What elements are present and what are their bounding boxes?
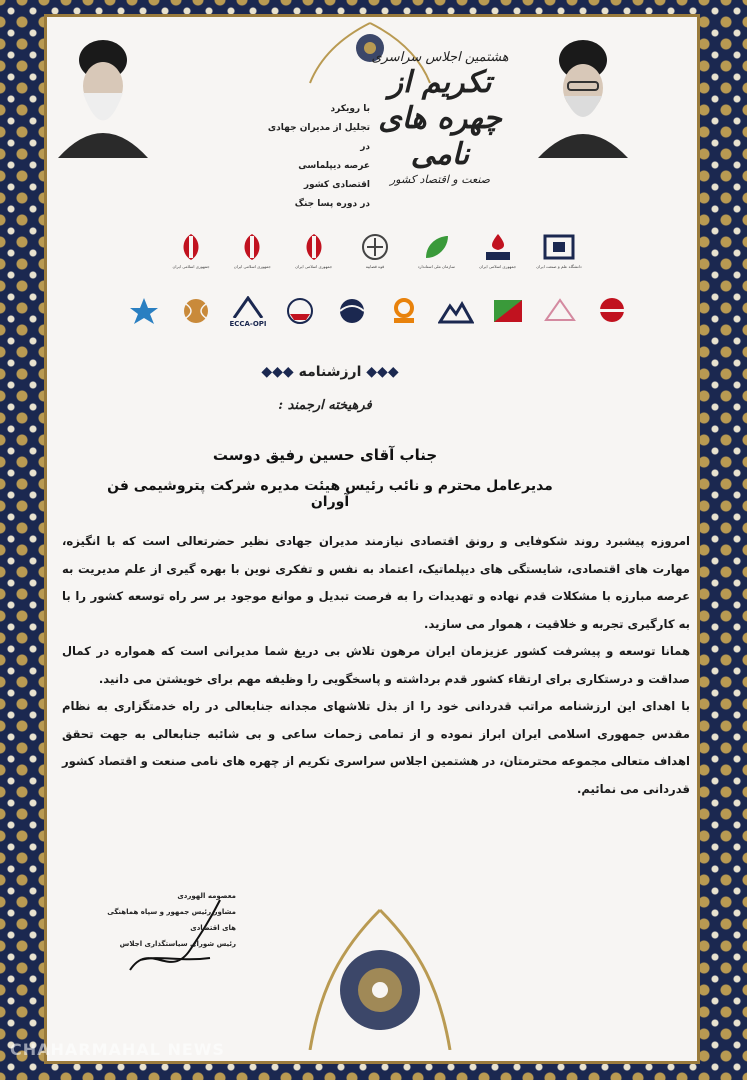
body-paragraph: همانا توسعه و پیشرفت کشور عزیزمان ایران مرهون تلاش بی دریغ شما مدیرانی است که همواره در کمال صداقت و درستکاری برای ارتقاء کشور قدم برداشته و پاسخگویی را وظیفه مهم برای خویشتن می دانید. bbox=[62, 644, 690, 686]
tricolor-logo bbox=[482, 296, 534, 328]
bottom-ornament bbox=[250, 900, 510, 1050]
refinery-logo: جمهوری اسلامی ایران bbox=[472, 232, 524, 269]
blue-star-logo bbox=[118, 296, 170, 328]
portrait-left bbox=[48, 38, 158, 158]
mountain-logo bbox=[430, 296, 482, 328]
intro-text bbox=[260, 100, 370, 214]
emblem-logo: جمهوری اسلامی ایران bbox=[165, 232, 217, 269]
sponsor-logos-row-1 bbox=[165, 232, 585, 269]
sponsor-logos-row-2 bbox=[118, 296, 638, 328]
signatory-title: رئیس شورای سیاستگذاری اجلاس bbox=[119, 940, 236, 948]
signatory-block bbox=[96, 888, 236, 952]
portrait-right bbox=[528, 38, 638, 158]
event-logo bbox=[355, 50, 525, 186]
emblem-logo: جمهوری اسلامی ایران bbox=[226, 232, 278, 269]
pink-logo bbox=[534, 296, 586, 328]
signatory-title: مشاور رئیس جمهور و سپاه هماهنگی های اقتصادی bbox=[107, 908, 236, 932]
emblem-logo: جمهوری اسلامی ایران bbox=[288, 232, 340, 269]
certificate-title: ◆◆◆ ارزشنامه ◆◆◆ bbox=[261, 364, 399, 380]
body-paragraph: امروزه پیشبرد روند شکوفایی و رونق اقتصادی نیازمند مدیران جهادی نظیر حضرتعالی است که با انگیزه، مهارت های اقتصادی، شایستگی های دیپلماتیک، اعتماد به نفس و تفکری نوین با بهره گیری از علم مدیریت به عرصه مبارزه با مشکلات قدم نهاده و تهدیدات را به فرصت تبدیل و موانع موجود بر سر راه توسعه کشور را با به کارگیری تجربه و خلاقیت ، هموار می سازید. bbox=[62, 534, 690, 631]
green-leaf-logo: سازمان ملی استاندارد bbox=[410, 232, 462, 269]
event-line1: هشتمین اجلاس سراسری bbox=[371, 50, 509, 65]
certificate-body bbox=[62, 528, 690, 803]
body-paragraph: با اهدای این ارزشنامه مراتب قدردانی خود را از بذل تلاشهای مجدانه جنابعالی در راه خدمتگزاری به نظام مقدس جمهوری اسلامی ایران ابراز نموده و از تمامی زحمات ساعی و بی شائبه جنابعالی به جهت تحقق اهداف متعالی مجموعه محترمتان، در هشتمین اجلاس سراسری تکریم از چهره های نامی صنعت و اقتصاد کشور قدردانی می نمائیم. bbox=[62, 699, 690, 796]
event-line2: تکریم از چهره های نامی bbox=[378, 65, 502, 172]
red-circle-logo bbox=[586, 296, 638, 328]
university-logo: دانشگاه علم و صنعت ایران bbox=[533, 232, 585, 269]
shipping-logo bbox=[274, 296, 326, 328]
intro-line: عرصه دیپلماسی اقتصادی کشور bbox=[298, 161, 370, 190]
signatory-name: معصومه الهوردی bbox=[177, 892, 236, 900]
intro-line: با رویکرد bbox=[330, 104, 370, 114]
recipient-name: جناب آقای حسین رفیق دوست bbox=[212, 446, 438, 464]
orange-logo bbox=[378, 296, 430, 328]
tennis-ball-logo bbox=[170, 296, 222, 328]
news-watermark: CHAHARMAHAL NEWS bbox=[10, 1040, 225, 1059]
event-line3: صنعت و اقتصاد کشور bbox=[389, 173, 491, 186]
globe-logo bbox=[326, 296, 378, 328]
intro-line: تجلیل از مدیران جهادی در bbox=[267, 123, 370, 152]
intro-line: در دوره پسا جنگ bbox=[294, 199, 370, 209]
ecca-logo: ECCA-OPI bbox=[222, 296, 274, 328]
judiciary-logo: قوه قضاییه bbox=[349, 232, 401, 269]
addressee: فرهیخته ارجمند : bbox=[278, 398, 372, 413]
recipient-position: مدیرعامل محترم و نائب رئیس هیئت مدیره شرکت پتروشیمی فن آوران bbox=[107, 478, 553, 510]
